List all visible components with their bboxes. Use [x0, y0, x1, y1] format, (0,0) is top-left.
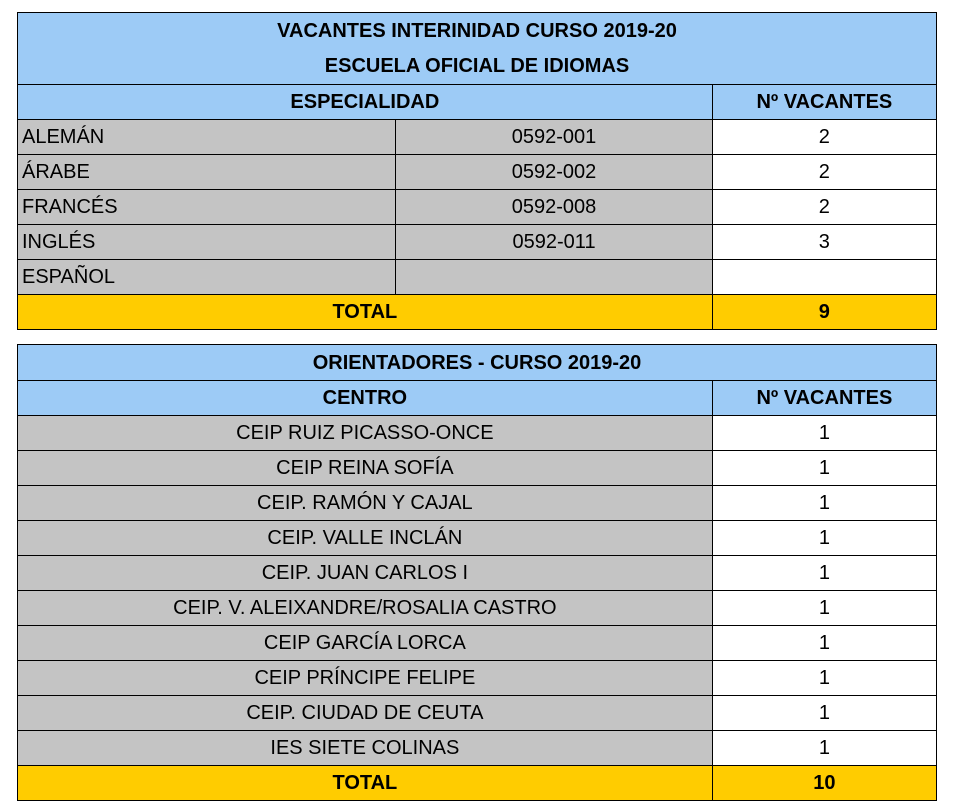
table-row: [18, 225, 937, 260]
table-row: [18, 626, 937, 661]
especialidad-name: ALEMÁN: [18, 120, 396, 155]
especialidad-name: FRANCÉS: [18, 190, 396, 225]
vacantes-count: 1: [712, 556, 936, 591]
table-subtitle: ESCUELA OFICIAL DE IDIOMAS: [18, 49, 937, 85]
vacantes-count: 1: [712, 486, 936, 521]
table-row: [18, 556, 937, 591]
centro-name: CEIP REINA SOFÍA: [18, 451, 713, 486]
table-row: [18, 451, 937, 486]
centro-name: CEIP PRÍNCIPE FELIPE: [18, 661, 713, 696]
vacantes-count: [712, 260, 936, 295]
especialidad-code: 0592-001: [396, 120, 712, 155]
table-row: [18, 661, 937, 696]
especialidad-code: 0592-002: [396, 155, 712, 190]
column-header-vacantes: Nº VACANTES: [712, 85, 936, 120]
table-row: [18, 155, 937, 190]
vacantes-count: 3: [712, 225, 936, 260]
especialidad-name: INGLÉS: [18, 225, 396, 260]
table-row: [18, 521, 937, 556]
centro-name: CEIP. RAMÓN Y CAJAL: [18, 486, 713, 521]
table-row: [18, 416, 937, 451]
centro-name: CEIP. V. ALEIXANDRE/ROSALIA CASTRO: [18, 591, 713, 626]
especialidad-name: ÁRABE: [18, 155, 396, 190]
centro-name: CEIP RUIZ PICASSO-ONCE: [18, 416, 713, 451]
table-row: [18, 696, 937, 731]
especialidad-code: 0592-008: [396, 190, 712, 225]
vacantes-count: 1: [712, 626, 936, 661]
table-row: [18, 731, 937, 766]
vacantes-count: 1: [712, 696, 936, 731]
vacantes-count: 1: [712, 731, 936, 766]
eoi-vacancies-table: [17, 12, 937, 330]
centro-name: CEIP. CIUDAD DE CEUTA: [18, 696, 713, 731]
table-title: VACANTES INTERINIDAD CURSO 2019-20: [18, 13, 937, 49]
column-header-vacantes: Nº VACANTES: [712, 381, 936, 416]
total-value: 9: [712, 295, 936, 330]
vacantes-count: 2: [712, 190, 936, 225]
vacantes-count: 1: [712, 591, 936, 626]
vacantes-count: 1: [712, 451, 936, 486]
vacantes-count: 1: [712, 661, 936, 696]
table-row: [18, 591, 937, 626]
table-row: [18, 260, 937, 295]
vacantes-count: 2: [712, 155, 936, 190]
vacantes-count: 1: [712, 521, 936, 556]
table-title: ORIENTADORES - CURSO 2019-20: [18, 345, 937, 381]
centro-name: CEIP. JUAN CARLOS I: [18, 556, 713, 591]
column-header-especialidad: ESPECIALIDAD: [18, 85, 713, 120]
table-row: [18, 120, 937, 155]
total-label: TOTAL: [18, 295, 713, 330]
total-row: [18, 766, 937, 801]
especialidad-name: ESPAÑOL: [18, 260, 396, 295]
vacantes-count: 2: [712, 120, 936, 155]
orientadores-vacancies-table: [17, 344, 937, 801]
centro-name: IES SIETE COLINAS: [18, 731, 713, 766]
table-row: [18, 486, 937, 521]
column-header-centro: CENTRO: [18, 381, 713, 416]
total-label: TOTAL: [18, 766, 713, 801]
centro-name: CEIP GARCÍA LORCA: [18, 626, 713, 661]
total-value: 10: [712, 766, 936, 801]
table-row: [18, 190, 937, 225]
especialidad-code: 0592-011: [396, 225, 712, 260]
centro-name: CEIP. VALLE INCLÁN: [18, 521, 713, 556]
vacantes-count: 1: [712, 416, 936, 451]
total-row: [18, 295, 937, 330]
especialidad-code: [396, 260, 712, 295]
